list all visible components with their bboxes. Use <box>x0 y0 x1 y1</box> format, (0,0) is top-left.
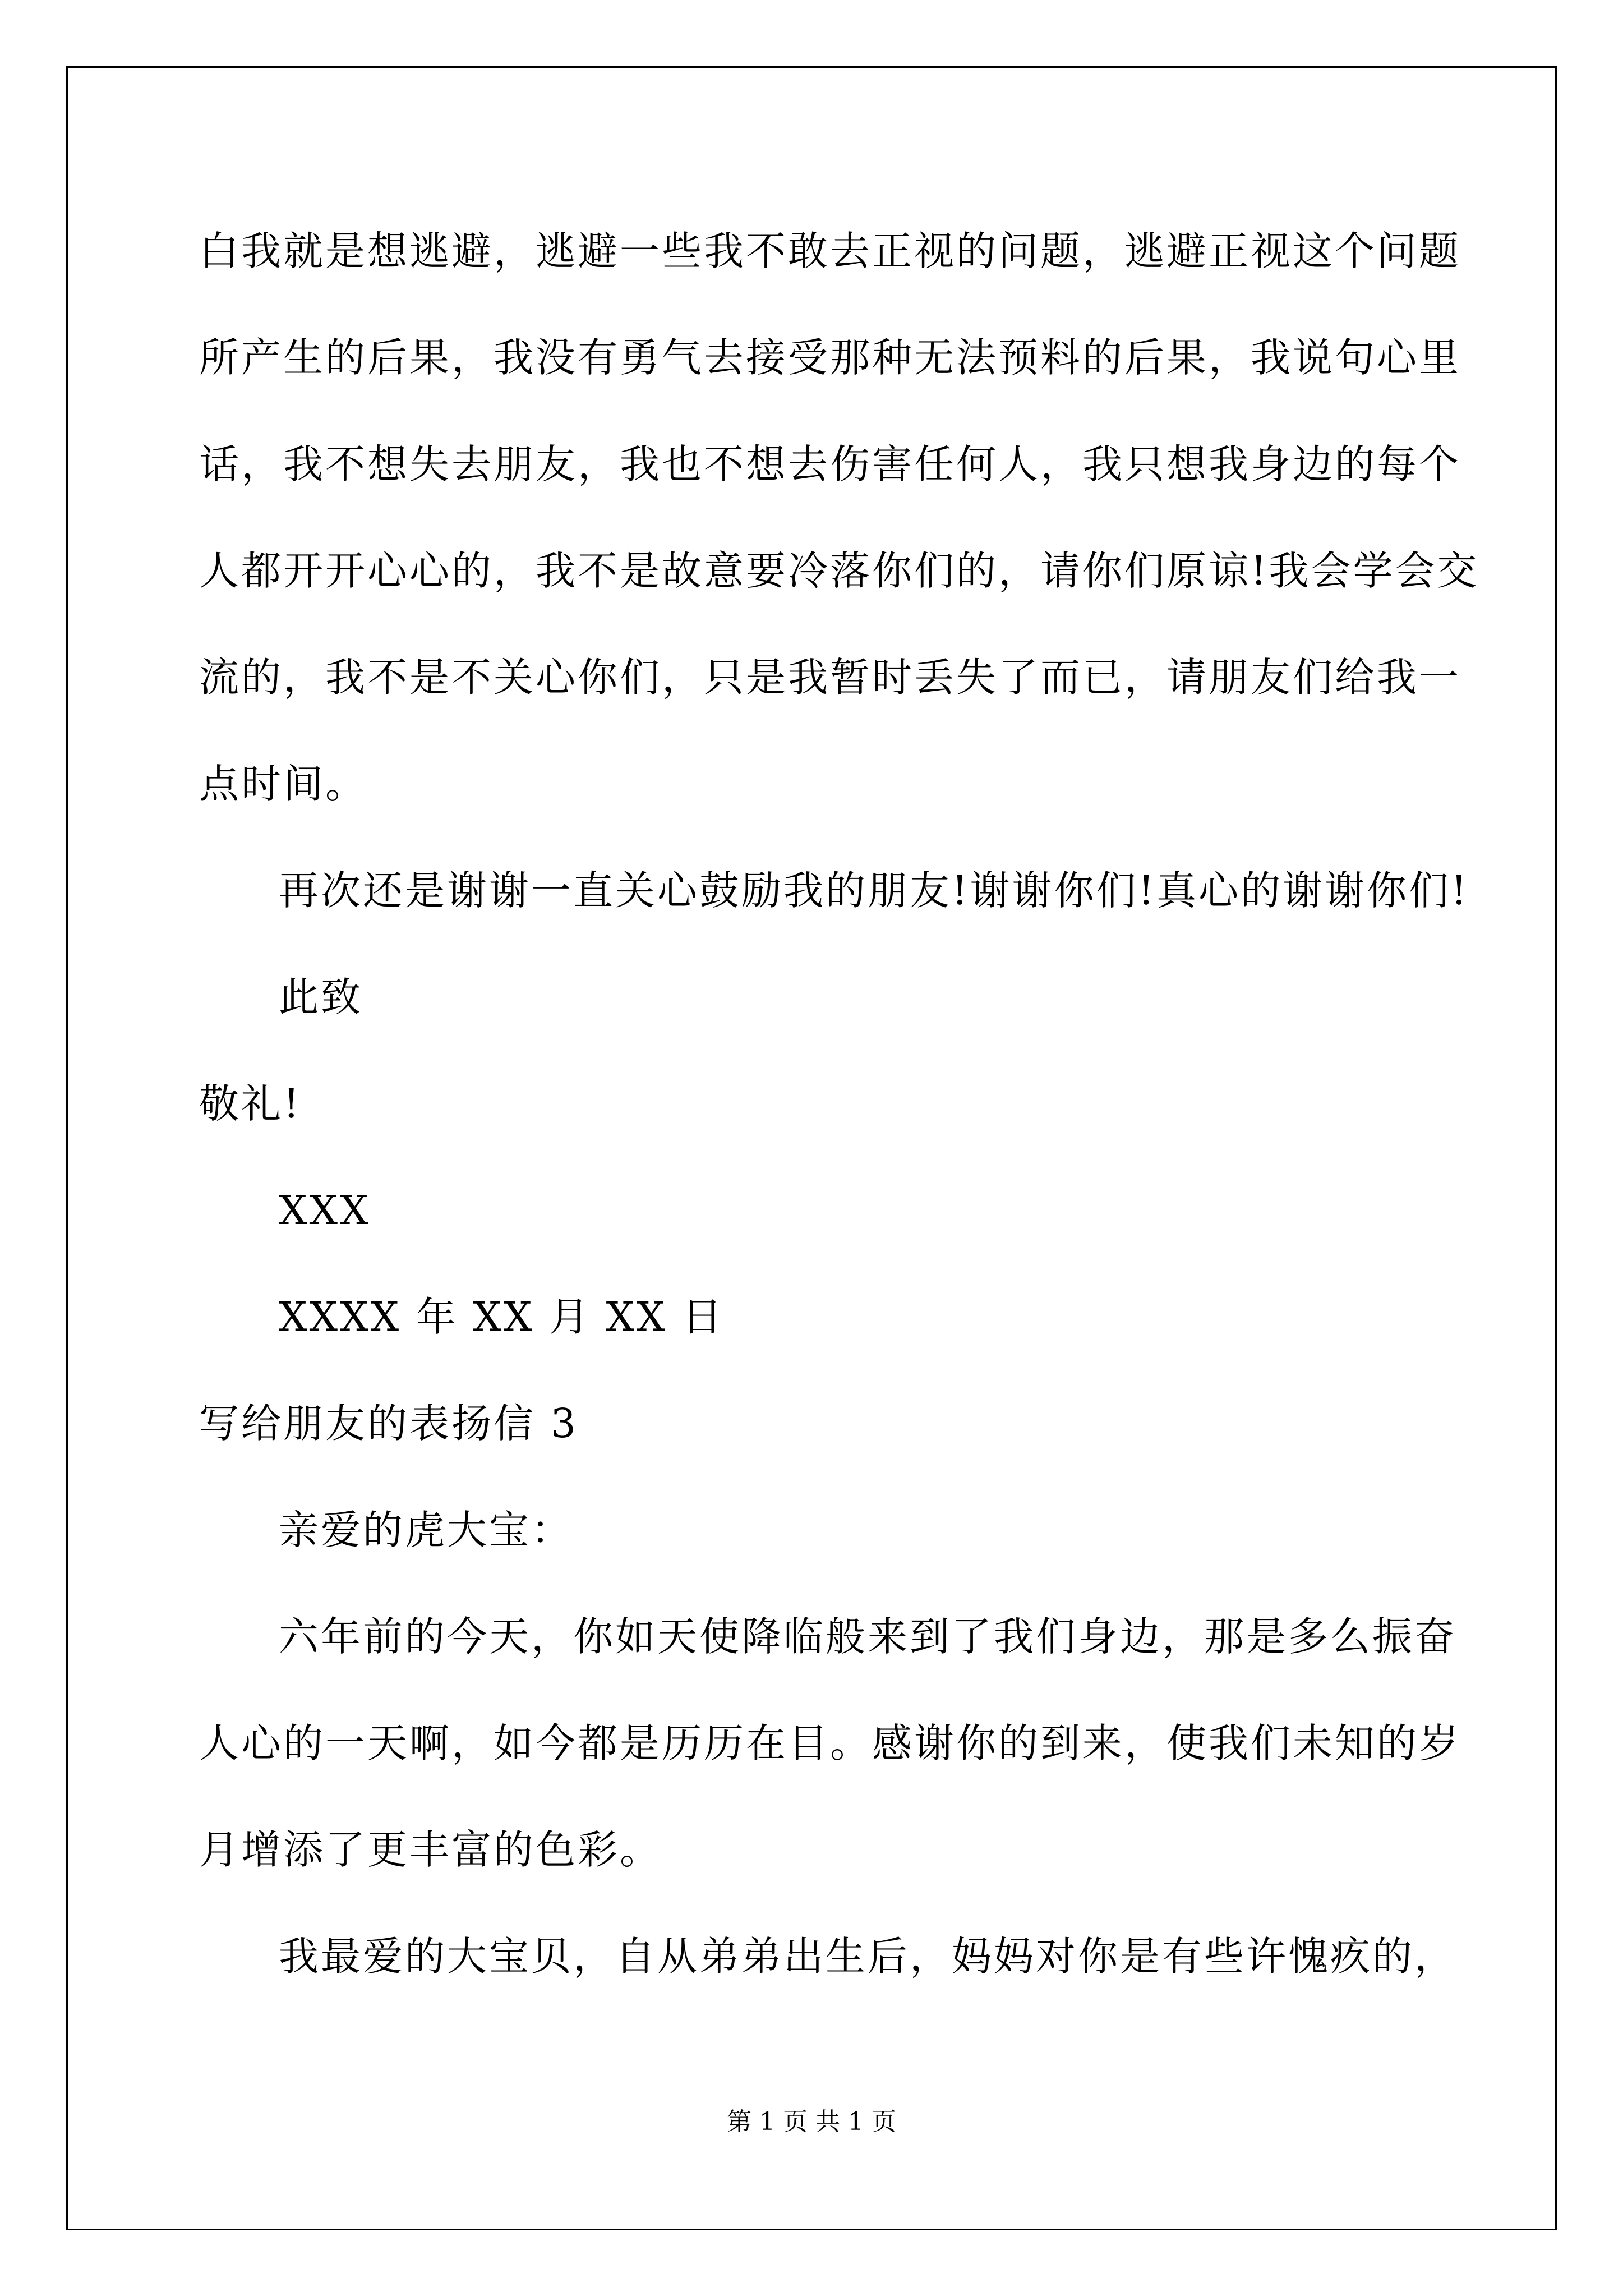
section-heading: 写给朋友的表扬信 3 <box>199 1400 578 1447</box>
paragraph-line: 人都开开心心的，我不是故意要冷落你们的，请你们原谅!我会学会交 <box>199 547 1479 594</box>
paragraph-line: 我最爱的大宝贝，自从弟弟出生后，妈妈对你是有些许愧疚的， <box>279 1933 1457 1980</box>
page-footer: 第 1 页 共 1 页 <box>727 2108 896 2136</box>
paragraph-line: 再次还是谢谢一直关心鼓励我的朋友!谢谢你们!真心的谢谢你们! <box>279 867 1469 914</box>
paragraph-line: 点时间。 <box>199 761 368 807</box>
paragraph-line: 白我就是想逃避，逃避一些我不敢去正视的问题，逃避正视这个问题 <box>199 228 1461 274</box>
paragraph-line: 所产生的后果，我没有勇气去接受那种无法预料的后果，我说句心里 <box>199 334 1461 381</box>
paragraph-line: 月增添了更丰富的色彩。 <box>199 1826 662 1873</box>
signature-date: XXXX 年 XX 月 XX 日 <box>279 1294 725 1340</box>
page-border <box>66 66 1557 2230</box>
salutation-line: 此致 <box>279 974 363 1020</box>
paragraph-line: 人心的一天啊，如今都是历历在目。感谢你的到来，使我们未知的岁 <box>199 1720 1461 1766</box>
paragraph-line: 话，我不想失去朋友，我也不想去伤害任何人，我只想我身边的每个 <box>199 441 1461 487</box>
salutation-line: 敬礼! <box>199 1080 302 1127</box>
signature-name: XXX <box>279 1187 371 1234</box>
paragraph-line: 六年前的今天，你如天使降临般来到了我们身边，那是多么振奋 <box>279 1613 1457 1660</box>
paragraph-line: 流的，我不是不关心你们，只是我暂时丢失了而已，请朋友们给我一 <box>199 654 1461 701</box>
greeting-line: 亲爱的虎大宝： <box>279 1507 574 1553</box>
